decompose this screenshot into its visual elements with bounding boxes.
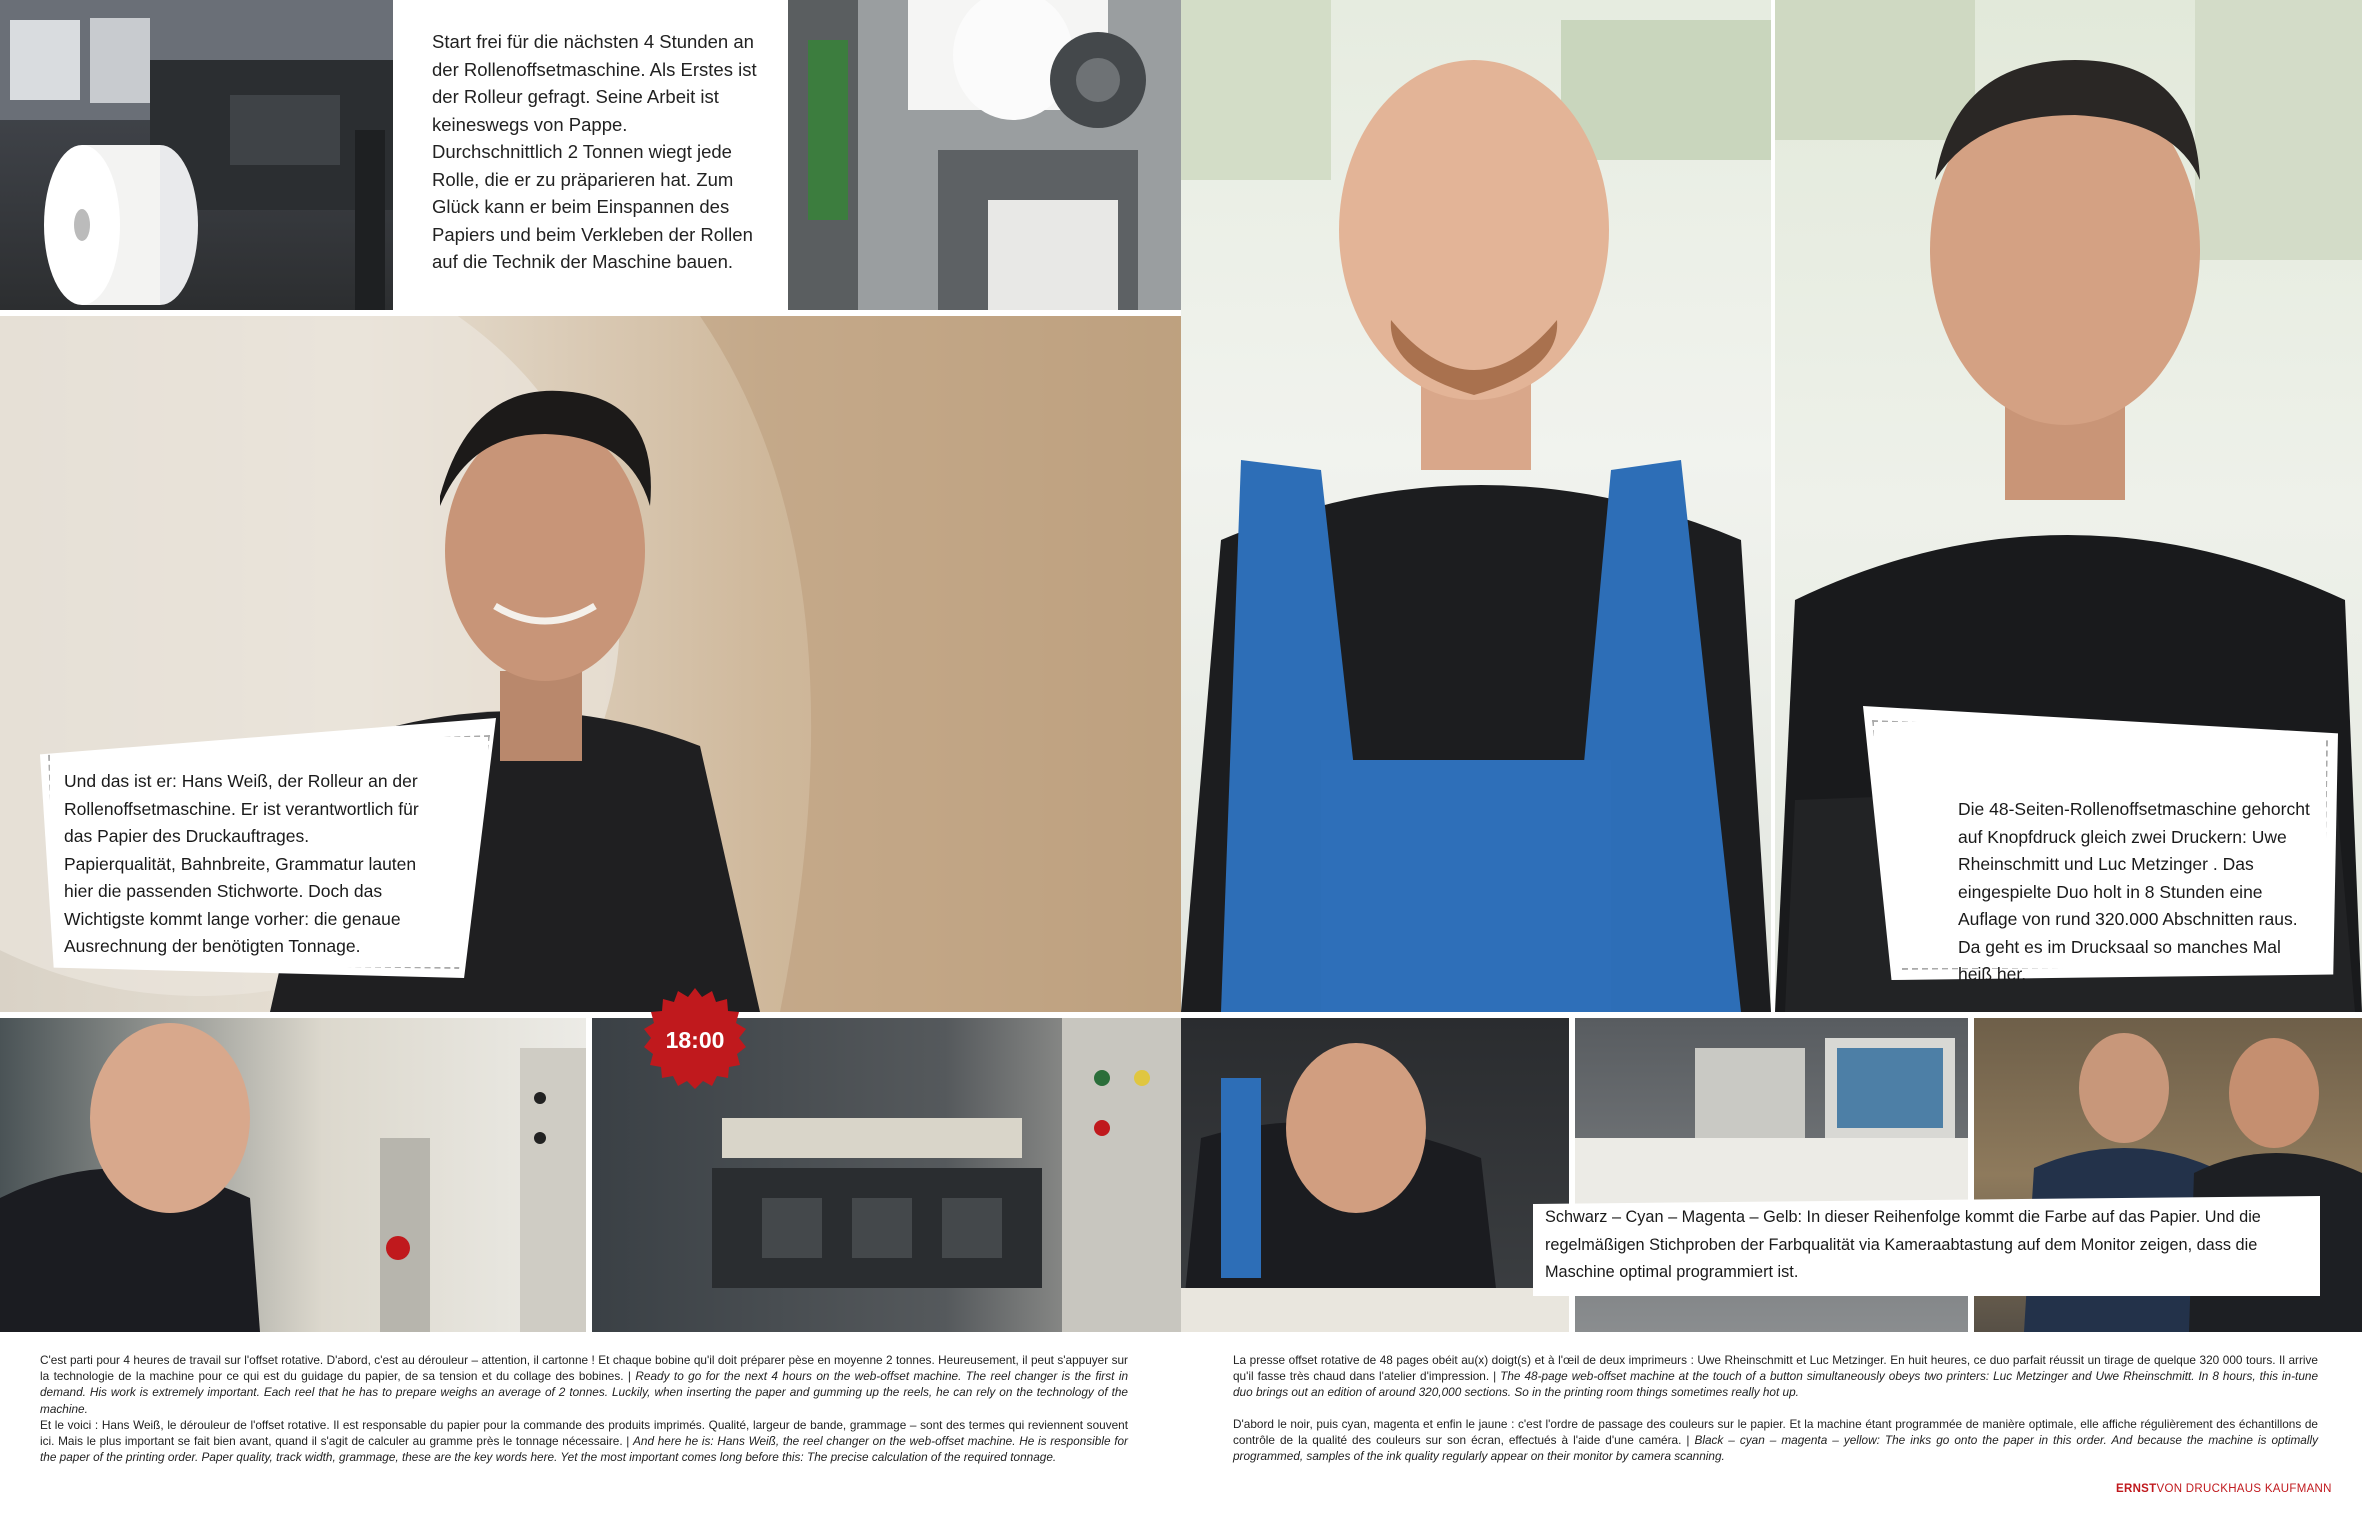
footer-column-left xyxy=(40,1352,1128,1480)
paper-reel-illustration xyxy=(0,0,393,310)
brand-rest: VON DRUCKHAUS KAUFMANN xyxy=(2156,1483,2332,1495)
photo-printer-checking-sheet xyxy=(1181,1018,1569,1332)
reel-unwinder-illustration xyxy=(788,0,1181,310)
footer-right-paragraph-2 xyxy=(1233,1416,2318,1465)
brand-bold: ERNST xyxy=(2116,1483,2157,1495)
time-badge xyxy=(640,985,750,1095)
footer-left-paragraph-2 xyxy=(40,1417,1128,1466)
footer-right-p1-english: The 48-page web-offset machine at the touch of a button simultaneously obeys two printers: Luc Metzinger and Uwe Rheinschmitt. In 8 hours, this in-tune duo brings out an edition of around 320,000 sections. So in the printing room things sometimes really hot up. xyxy=(1233,1369,2319,1400)
caption-colors-text: Schwarz – Cyan – Magenta – Gelb: In dieser Reihenfolge kommt die Farbe auf das Papier. Und die regelmäßigen Stichproben der Farbqualität via Kameraabtastung auf dem Monitor zeigen, dass die Maschine optimal programmiert ist. xyxy=(1545,1208,2261,1281)
footer-right-p2-french: D'abord le noir, puis cyan, magenta et enfin le jaune : c'est l'ordre de passage des couleurs sur le papier. Et la machine étant programmée de manière optimale, elle affiche régulièrement des échantillons de contrôle de la qualité des couleurs sur son écran, effectués à l'aide d'une caméra. | xyxy=(1233,1416,2318,1447)
footer-left-p1-french: C'est parti pour 4 heures de travail sur l'offset rotative. D'abord, c'est au dérouleur – attention, il cartonne ! Et chaque bobine qu'il doit préparer pèse en moyenne 2 tonnes. Heureusement, il peut s'appuyer sur la technologie de la machine pour ce qui est du guidage du papier, de sa tension et du collage des bobines. | xyxy=(40,1353,1128,1384)
footer-left-p2-french: Et le voici : Hans Weiß, le dérouleur de l'offset rotative. Il est responsable du papier pour la commande des produits imprimés. Qualité, largeur de bande, grammage – sont des termes qui reviennent souvent ici. Mais le plus important se fait bien avant, quand il s'agit de calculer au gramme près le tonnage nécessaire. | xyxy=(40,1417,1128,1449)
operator-at-panel-illustration xyxy=(0,1018,586,1332)
photo-reel-unwinder xyxy=(788,0,1181,310)
brand-footer xyxy=(2116,1483,2332,1495)
footer-right-p1-french: La presse offset rotative de 48 pages obéit au(x) doigt(s) et à l'œil de deux imprimeurs : Uwe Rheinschmitt et Luc Metzinger. En huit heures, ce duo parfait réussit un tirage de quelque 320 000 tours. Il arrive qu'il fasse très chaud dans l'atelier d'impression. | xyxy=(1233,1353,2318,1384)
footer-right-p2-english: Black – cyan – magenta – yellow: The inks go onto the paper in this order. And because the machine is optimally programmed, samples of the ink quality regularly appear on their monitor by camera scanning. xyxy=(1233,1432,2318,1464)
caption-duo-text: Die 48-Seiten-Rollenoffsetmaschine gehorcht auf Knopfdruck gleich zwei Druckern: Uwe Rheinschmitt und Luc Metzinger . Das eingespielte Duo holt in 8 Stunden eine Auflage von rund 320.000 Abschnitten raus. Da geht es im Drucksaal so manches Mal heiß her. xyxy=(1958,799,2310,984)
time-badge-label: 18:00 xyxy=(665,1027,725,1053)
footer-column-right xyxy=(1233,1352,2318,1479)
intro-text: Start frei für die nächsten 4 Stunden an der Rollenoffsetmaschine. Als Erstes ist der Rolleur gefragt. Seine Arbeit ist keineswegs von Pappe. Durchschnittlich 2 Tonnen wiegt jede Rolle, die er zu präparieren hat. Zum Glück kann er beim Einspannen des Papiers und beim Verkleben der Rollen auf die Technik der Maschine bauen. xyxy=(432,31,757,272)
photo-paper-reel-machine xyxy=(0,0,393,310)
footer-left-p2-english: And here he is: Hans Weiß, the reel changer on the web-offset machine. He is responsible for the paper of the printing order. Paper quality, track width, grammage, these are the key words here. Yet the most important comes long before this: The precise calculation of the required tonnage. xyxy=(40,1434,1128,1465)
footer-right-paragraph-1 xyxy=(1233,1352,2318,1401)
caption-hans-text: Und das ist er: Hans Weiß, der Rolleur an der Rollenoffsetmaschine. Er ist verantwortlich für das Papier des Druckauftrages. Papierqualität, Bahnbreite, Grammatur lauten hier die passenden Stichworte. Doch das Wichtigste kommt lange vorher: die genaue Ausrechnung der benötigten Tonnage. xyxy=(64,771,419,956)
printer-uwe-illustration xyxy=(1181,0,1771,1012)
footer-left-paragraph-1 xyxy=(40,1352,1128,1417)
photo-printer-uwe-portrait xyxy=(1181,0,1771,1012)
photo-operator-at-panel xyxy=(0,1018,586,1332)
footer-left-p1-english: Ready to go for the next 4 hours on the web-offset machine. The reel changer is the first in demand. His work is extremely important. Each reel that he has to prepare weighs an average of 2 tonnes. Luckily, when inserting the paper and gumming up the reels, he can rely on the technology of the machine. xyxy=(40,1369,1129,1416)
printer-checking-sheet-illustration xyxy=(1181,1018,1569,1332)
